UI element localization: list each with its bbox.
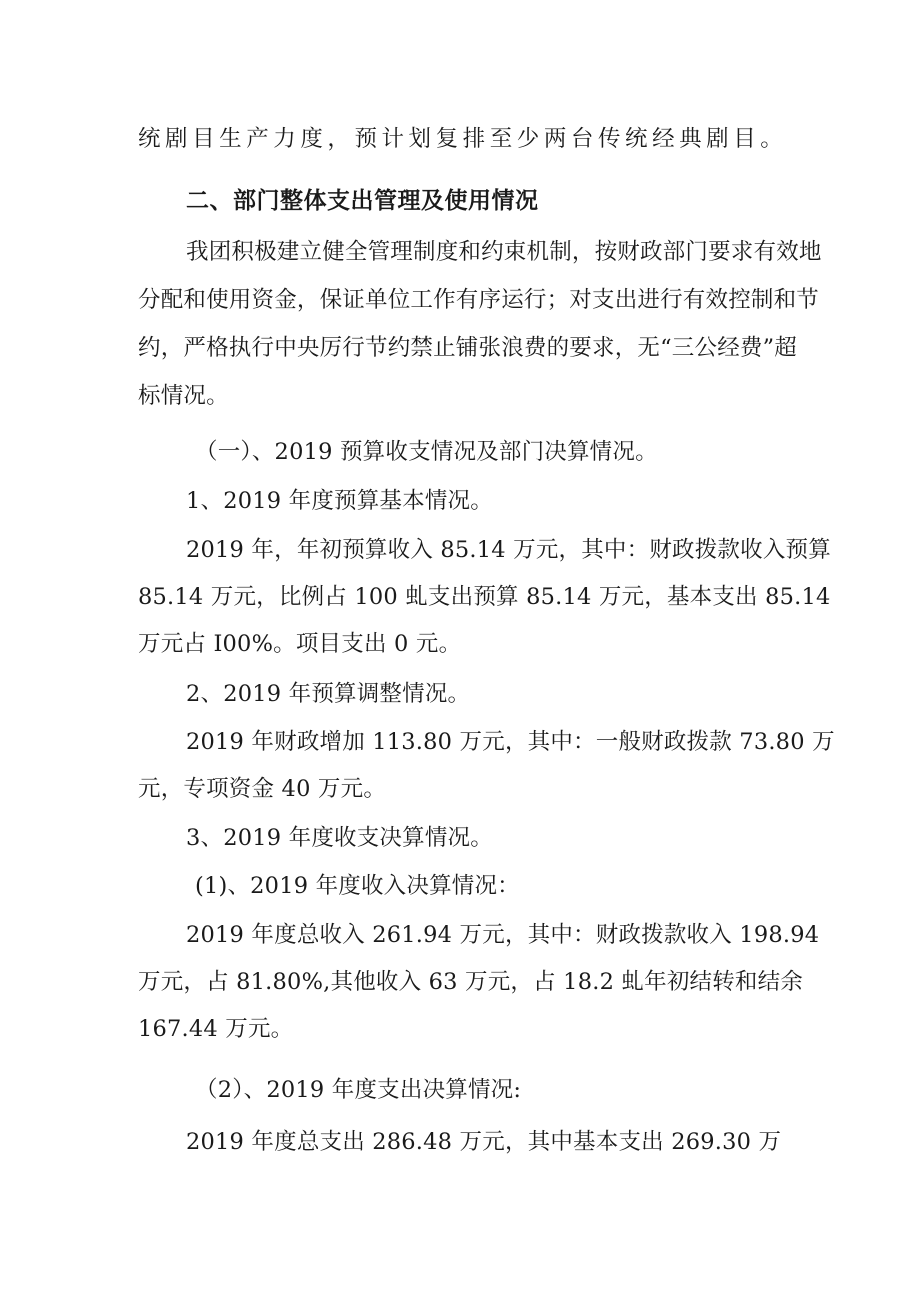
body-text-line: 我团积极建立健全管理制度和约束机制，按财政部门要求有效地 (186, 239, 822, 265)
subsection-heading: （一）、2019 预算收支情况及部门决算情况。 (195, 439, 658, 465)
body-text-line: 分配和使用资金，保证单位工作有序运行；对支出进行有效控制和节 (138, 287, 820, 313)
body-text-line: 2019 年财政增加 113.80 万元，其中：一般财政拨款 73.80 万 (186, 729, 835, 755)
body-text-line: 标情况。 (138, 383, 229, 409)
body-text-line: 元，专项资金 40 万元。 (138, 776, 387, 802)
body-text-line: 2019 年，年初预算收入 85.14 万元，其中：财政拨款收入预算 (186, 537, 831, 563)
sub-item-heading: （2）、2019 年度支出决算情况: (195, 1077, 522, 1103)
body-text-line: 2019 年度总支出 286.48 万元，其中基本支出 269.30 万 (186, 1129, 782, 1155)
body-text-line: 85.14 万元，比例占 100 虬支出预算 85.14 万元，基本支出 85.14 (138, 584, 831, 610)
item-heading: 1、2019 年度预算基本情况。 (186, 488, 493, 514)
item-heading: 3、2019 年度收支决算情况。 (186, 825, 493, 851)
body-text-line: 2019 年度总收入 261.94 万元，其中：财政拨款收入 198.94 (186, 922, 820, 948)
body-text-line: 约，严格执行中央厉行节约禁止铺张浪费的要求，无“三公经费”超 (138, 335, 798, 361)
item-heading: 2、2019 年预算调整情况。 (186, 681, 471, 707)
body-text-line: 万元占 I00%。项目支出 0 元。 (138, 631, 462, 657)
sub-item-heading: (1)、2019 年度收入决算情况： (195, 873, 520, 899)
body-text-line: 统剧目生产力度，预计划复排至少两台传统经典剧目。 (138, 126, 783, 152)
body-text-line: 万元，占 81.80%,其他收入 63 万元，占 18.2 虬年初结转和结余 (138, 969, 804, 995)
body-text-line: 167.44 万元。 (138, 1016, 294, 1042)
section-heading: 二、部门整体支出管理及使用情况 (186, 188, 539, 214)
